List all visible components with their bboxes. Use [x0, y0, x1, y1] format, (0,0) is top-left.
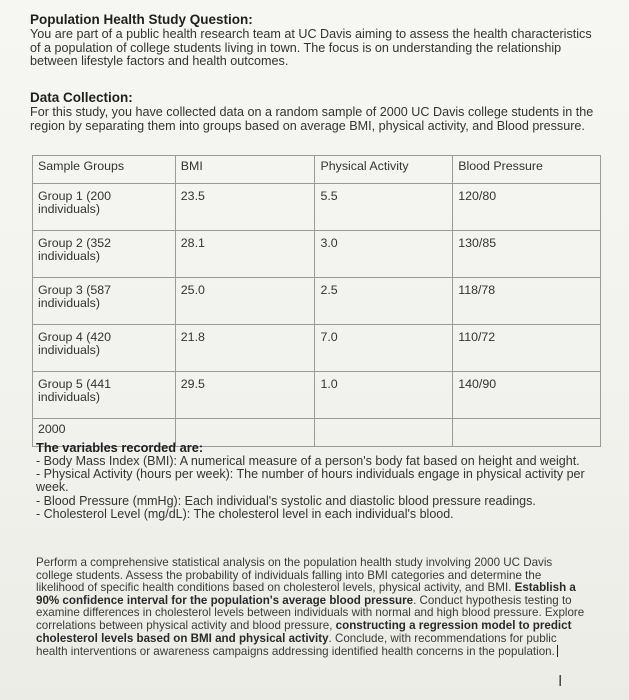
analysis-bold-text: Establish a 90% confidence interval for the population's average blood pressure — [36, 581, 576, 607]
data-table — [32, 155, 601, 447]
table-cell: Group 1 (200 individuals) — [33, 184, 176, 231]
list-item: - Body Mass Index (BMI): A numerical measure of a person's body fat based on height and weight. — [36, 454, 580, 468]
data-collection-section — [30, 90, 600, 133]
i-beam-cursor-icon: I — [558, 672, 563, 690]
table-cell: Group 3 (587 individuals) — [33, 278, 176, 325]
variables-section — [36, 441, 601, 521]
intro-section — [30, 12, 600, 69]
intro-heading: Population Health Study Question: — [30, 12, 253, 27]
collection-heading: Data Collection: — [30, 90, 133, 105]
analysis-text: . Conclude, with recommendations for public health interventions or awareness campaigns addressing identified health concerns in the population. — [36, 631, 557, 659]
table-cell: 7.0 — [315, 325, 453, 372]
table-cell: 110/72 — [453, 325, 601, 372]
analysis-text: Perform a comprehensive statistical analysis on the population health study involving 2000 UC Davis college students. Assess the probability of individuals falling into BMI categories and determine the likelihood of specific health conditions based on cholesterol levels, physical activity, and BMI. — [36, 556, 553, 595]
table-cell: 140/90 — [453, 372, 601, 419]
analysis-section[interactable] — [36, 557, 588, 659]
variables-list — [36, 455, 601, 521]
table-cell: 120/80 — [453, 184, 601, 231]
table-row — [33, 184, 601, 231]
list-item: - Physical Activity (hours per week): The number of hours individuals engage in physical activity per week. — [36, 467, 585, 495]
table-cell: 130/85 — [453, 231, 601, 278]
variables-heading: The variables recorded are: — [36, 440, 204, 455]
table-header: Physical Activity — [315, 156, 453, 184]
table-cell: 5.5 — [315, 184, 453, 231]
table-cell: Group 5 (441 individuals) — [33, 372, 176, 419]
table-row — [33, 278, 601, 325]
text-caret — [557, 645, 559, 657]
table-cell: 21.8 — [175, 325, 315, 372]
analysis-bold-text: constructing a regression model to predict cholesterol levels based on BMI and physical activity — [36, 618, 572, 645]
collection-text: For this study, you have collected data on a random sample of 2000 UC Davis college students in the region by separating them into groups based on average BMI, physical activity, and Blood pressure. — [30, 105, 594, 133]
table-header: BMI — [175, 156, 315, 184]
table-cell: 3.0 — [315, 231, 453, 278]
table-total-cell: 2000 — [33, 419, 176, 447]
table-cell: 25.0 — [175, 278, 315, 325]
table-cell: 2.5 — [315, 278, 453, 325]
intro-text: You are part of a public health research team at UC Davis aiming to assess the health characteristics of a population of college students living in town. The focus is on understanding the relationship between lifestyle factors and health outcomes. — [30, 27, 592, 69]
table-cell: 118/78 — [453, 278, 601, 325]
list-item: - Blood Pressure (mmHg): Each individual's systolic and diastolic blood pressure readings. — [36, 493, 536, 508]
analysis-paragraph[interactable] — [36, 557, 588, 659]
table-row — [33, 325, 601, 372]
table-row — [33, 231, 601, 278]
table-header-row — [33, 156, 601, 184]
table-row — [33, 372, 601, 419]
table-cell: Group 4 (420 individuals) — [33, 325, 176, 372]
table-cell: 23.5 — [175, 184, 315, 231]
list-item: - Cholesterol Level (mg/dL): The cholesterol level in each individual's blood. — [36, 506, 454, 521]
table-cell: 28.1 — [175, 231, 315, 278]
table-cell: Group 2 (352 individuals) — [33, 231, 176, 278]
table-header: Sample Groups — [33, 156, 176, 184]
analysis-text: . Conduct hypothesis testing to examine differences in cholesterol levels between individuals with normal and high blood pressure. Explore correlations between physical activity and blood pressure, — [36, 593, 585, 632]
table-cell: 1.0 — [315, 372, 453, 419]
table-cell: 29.5 — [175, 372, 315, 419]
table-header: Blood Pressure — [453, 156, 601, 184]
